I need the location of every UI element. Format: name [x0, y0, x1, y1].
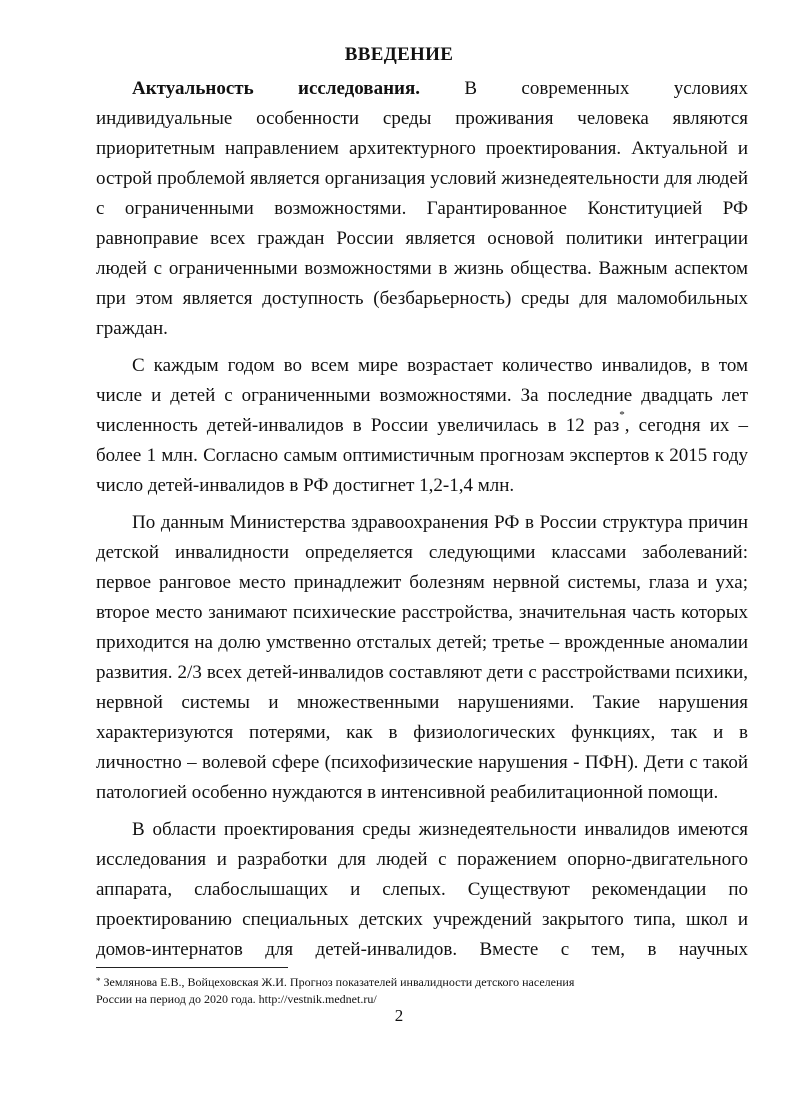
text-fragment: В современных условиях: [464, 78, 748, 99]
text-line: С каждым годом во всем мире возрастает количество инвалидов, в том: [132, 355, 748, 376]
body-text: [96, 74, 748, 972]
text-line: людей с ограниченными возможностями в жизнь общества. Важным аспектом: [96, 258, 748, 279]
text-line: личностно – волевой сфере (психофизические нарушения - ПФН). Дети с такой: [96, 752, 748, 773]
paragraph-relevance: [96, 74, 748, 344]
text-line: индивидуальные особенности среды проживания человека являются: [96, 108, 748, 129]
text-line: приоритетным направлением архитектурного проектирования. Актуальной и: [96, 138, 748, 159]
text-line: [96, 411, 748, 441]
text-line: исследования и разработки для людей с поражением опорно-двигательного: [96, 849, 748, 870]
text-fragment: численность детей-инвалидов в России увеличилась в 12 раз: [96, 415, 620, 436]
section-lead: Актуальность исследования.: [132, 78, 420, 99]
paragraph-design: [96, 815, 748, 965]
paragraph-causes: [96, 508, 748, 808]
text-line: с ограниченными возможностями. Гарантированное Конституцией РФ: [96, 198, 748, 219]
page-number: 2: [394, 1006, 404, 1025]
text-line: приходится на долю умственно отсталых детей; третье – врожденные аномалии: [96, 632, 748, 653]
text-line: патологией особенно нуждаются в интенсивной реабилитационной помощи.: [96, 782, 719, 803]
text-line: второе место занимают психические расстройства, значительная часть которых: [96, 602, 748, 623]
footnote-line: [96, 974, 756, 991]
text-line: граждан.: [96, 318, 168, 339]
text-line: проектированию специальных детских учреждений закрытого типа, школ и: [96, 909, 748, 930]
text-line: В области проектирования среды жизнедеятельности инвалидов имеются: [132, 819, 748, 840]
footnote-text: Землянова Е.В., Войцеховская Ж.И. Прогноз показателей инвалидности детского населения: [103, 975, 575, 989]
text-line: развития. 2/3 всех детей-инвалидов составляют дети с расстройствами психики,: [96, 662, 748, 683]
text-line: детской инвалидности определяется следующими классами заболеваний:: [96, 542, 748, 563]
text-line: нервной системы и множественными нарушениями. Такие нарушения: [96, 692, 748, 713]
text-line: [96, 74, 748, 104]
text-line: равноправие всех граждан России является основой политики интеграции: [96, 228, 748, 249]
text-line: при этом является доступность (безбарьерность) среды для маломобильных: [96, 288, 748, 309]
text-line: первое ранговое место принадлежит болезням нервной системы, глаза и уха;: [96, 572, 748, 593]
text-line: число детей-инвалидов в РФ достигнет 1,2-1,4 млн.: [96, 475, 515, 496]
footnote-divider: [96, 967, 288, 968]
footnote-line: России на период до 2020 года. http://vestnik.mednet.ru/: [96, 992, 377, 1006]
text-line: аппарата, слабослышащих и слепых. Существуют рекомендации по: [96, 879, 748, 900]
text-line: домов-интернатов для детей-инвалидов. Вместе с тем, в научных: [96, 939, 748, 960]
paragraph-statistics: [96, 351, 748, 501]
text-line: более 1 млн. Согласно самым оптимистичным прогнозам экспертов к 2015 году: [96, 445, 748, 466]
text-line: острой проблемой является организация условий жизнедеятельности для людей: [96, 168, 748, 189]
text-line: числе и детей с ограниченными возможностями. За последние двадцать лет: [96, 385, 748, 406]
page-title: ВВЕДЕНИЕ: [344, 44, 454, 65]
text-line: характеризуются потерями, как в физиологических функциях, так и в: [96, 722, 748, 743]
text-fragment: , сегодня их –: [624, 415, 748, 436]
footnote: [96, 974, 756, 1008]
footnote-reference: *: [619, 409, 625, 421]
text-line: По данным Министерства здравоохранения РФ в России структура причин: [132, 512, 748, 533]
footnote-mark: *: [96, 976, 101, 986]
